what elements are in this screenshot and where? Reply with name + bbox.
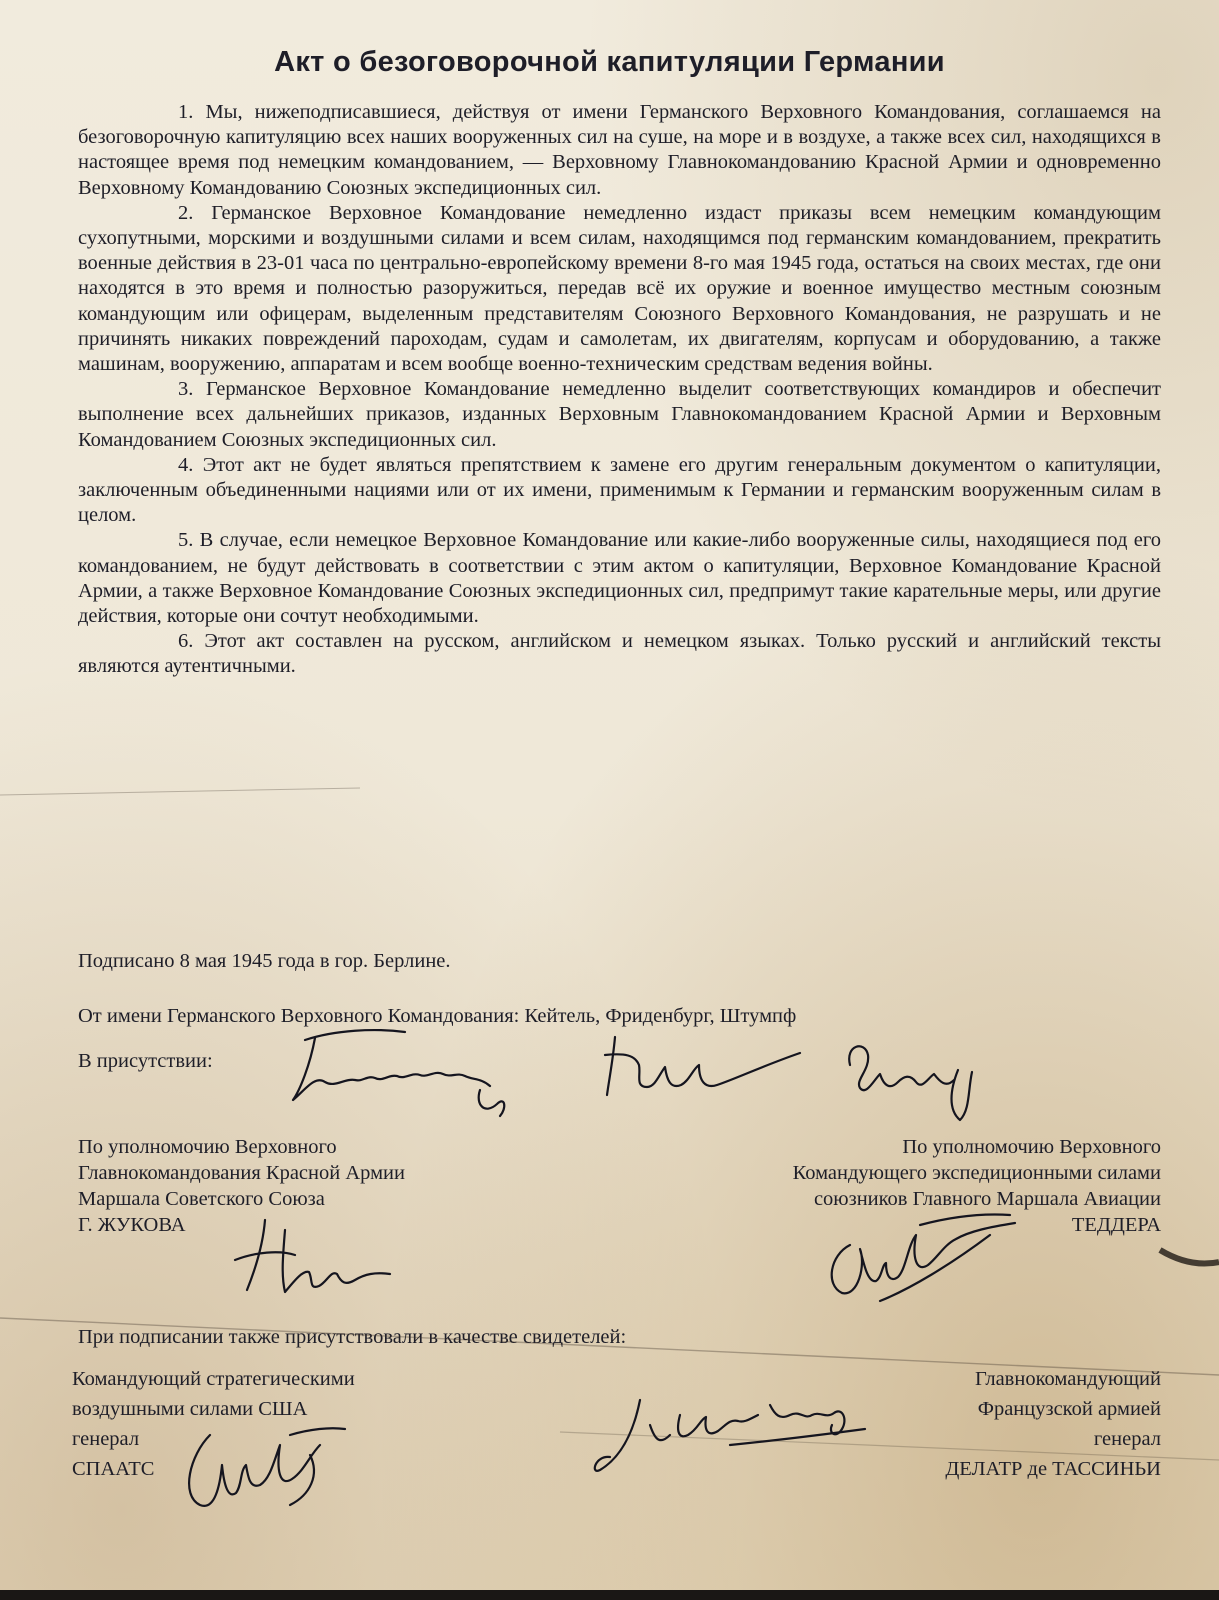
german-command-line: От имени Германского Верховного Командования: Кейтель, Фриденбург, Штумпф [78, 1005, 797, 1027]
signed-date-line: Подписано 8 мая 1945 года в гор. Берлине. [78, 950, 451, 972]
left-witness-name: СПААТС [72, 1458, 155, 1480]
paragraph-2: 2. Германское Верховное Командование немедленно издаст приказы всем немецким командующим сухопутными, морскими и воздушными силами и всем силам, находящимся под германским командованием, прекратить военные действия в 23-01 часа по центрально-европейскому времени 8-го мая 1945 года, остаться на своих местах, где они находятся в это время и полностью разоружиться, передав всё их оружие и военное имущество местным союзным командующим или офицерам, выделенным представителям Союзного Верховного Командования, не разрушать и не причинять никаких повреждений пароходам, судам и самолетам, их двигателям, корпусам и оборудованию, а также машинам, вооружению, аппаратам и всем вообще военно-техническим средствам ведения войны. [78, 201, 1161, 376]
presence-label: В присутствии: [78, 1050, 213, 1072]
right-witness-name: ДЕЛАТР де ТАССИНЬИ [945, 1458, 1161, 1480]
paragraph-5: 5. В случае, если немецкое Верховное Командование или какие-либо вооруженные силы, находящиеся под его командованием, не будут действовать в соответствии с этим актом о капитуляции, Верховное Командование Красной Армии, а также Верховное Командование Союзных экспедиционных сил, предпримут такие карательные меры, или другие действия, которые они сочтут необходимыми. [78, 529, 1161, 628]
signature-friedeburg [285, 1020, 515, 1120]
witness-line: При подписании также присутствовали в качестве свидетелей: [78, 1326, 627, 1348]
left-witness-line: воздушными силами США [72, 1398, 308, 1420]
signature-zhukov [225, 1200, 395, 1310]
paragraph-6: 6. Этот акт составлен на русском, английском и немецком языках. Только русский и английский тексты являются аутентичными. [78, 630, 1161, 678]
left-authority-name: Г. ЖУКОВА [78, 1214, 186, 1236]
signature-spaatz [170, 1415, 350, 1525]
document-body [78, 100, 1161, 680]
signature-tedder [820, 1205, 1030, 1305]
right-authority-line: союзников Главного Маршала Авиации [813, 1188, 1161, 1210]
left-authority-line: По уполномочию Верховного [78, 1136, 337, 1158]
signature-delattre [580, 1385, 870, 1485]
left-witness-line: Командующий стратегическими [72, 1368, 355, 1390]
paragraph-1: 1. Мы, нижеподписавшиеся, действуя от имени Германского Верховного Командования, соглашаемся на безоговорочную капитуляцию всех наших вооруженных сил на суше, на море и в воздухе, а также всех сил, находящихся в настоящее время под немецким командованием, — Верховному Главнокомандованию Красной Армии и одновременно Верховному Командованию Союзных экспедиционных сил. [78, 101, 1161, 199]
right-witness-line: Главнокомандующий [975, 1368, 1161, 1390]
signature-keitel [595, 1025, 815, 1105]
signature-stumpff [830, 1030, 1000, 1125]
document-title: Акт о безоговорочной капитуляции Германии [274, 46, 945, 78]
scan-bottom-edge [0, 1590, 1219, 1600]
right-authority-line: По уполномочию Верховного [902, 1136, 1161, 1158]
left-authority-line: Маршала Советского Союза [78, 1188, 325, 1210]
paragraph-3: 3. Германское Верховное Командование немедленно выделит соответствующих командиров и обеспечит выполнение всех дальнейших приказов, изданных Верховным Главнокомандованием Красной Армии и Верховным Командованием Союзных экспедиционных сил. [78, 378, 1161, 451]
right-authority-line: Командующего экспедиционными силами [792, 1162, 1161, 1184]
left-authority-line: Главнокомандования Красной Армии [78, 1162, 405, 1184]
right-authority-name: ТЕДДЕРА [1071, 1214, 1161, 1236]
paragraph-4: 4. Этот акт не будет являться препятствием к замене его другим генеральным документом о капитуляции, заключенным объединенными нациями или от их имени, применимым к Германии и германским вооруженным силам в целом. [78, 453, 1161, 527]
left-witness-line: генерал [72, 1428, 140, 1450]
right-witness-line: Французской армией [977, 1398, 1161, 1420]
right-witness-line: генерал [1093, 1428, 1161, 1450]
right-witness-block [945, 1364, 1161, 1484]
